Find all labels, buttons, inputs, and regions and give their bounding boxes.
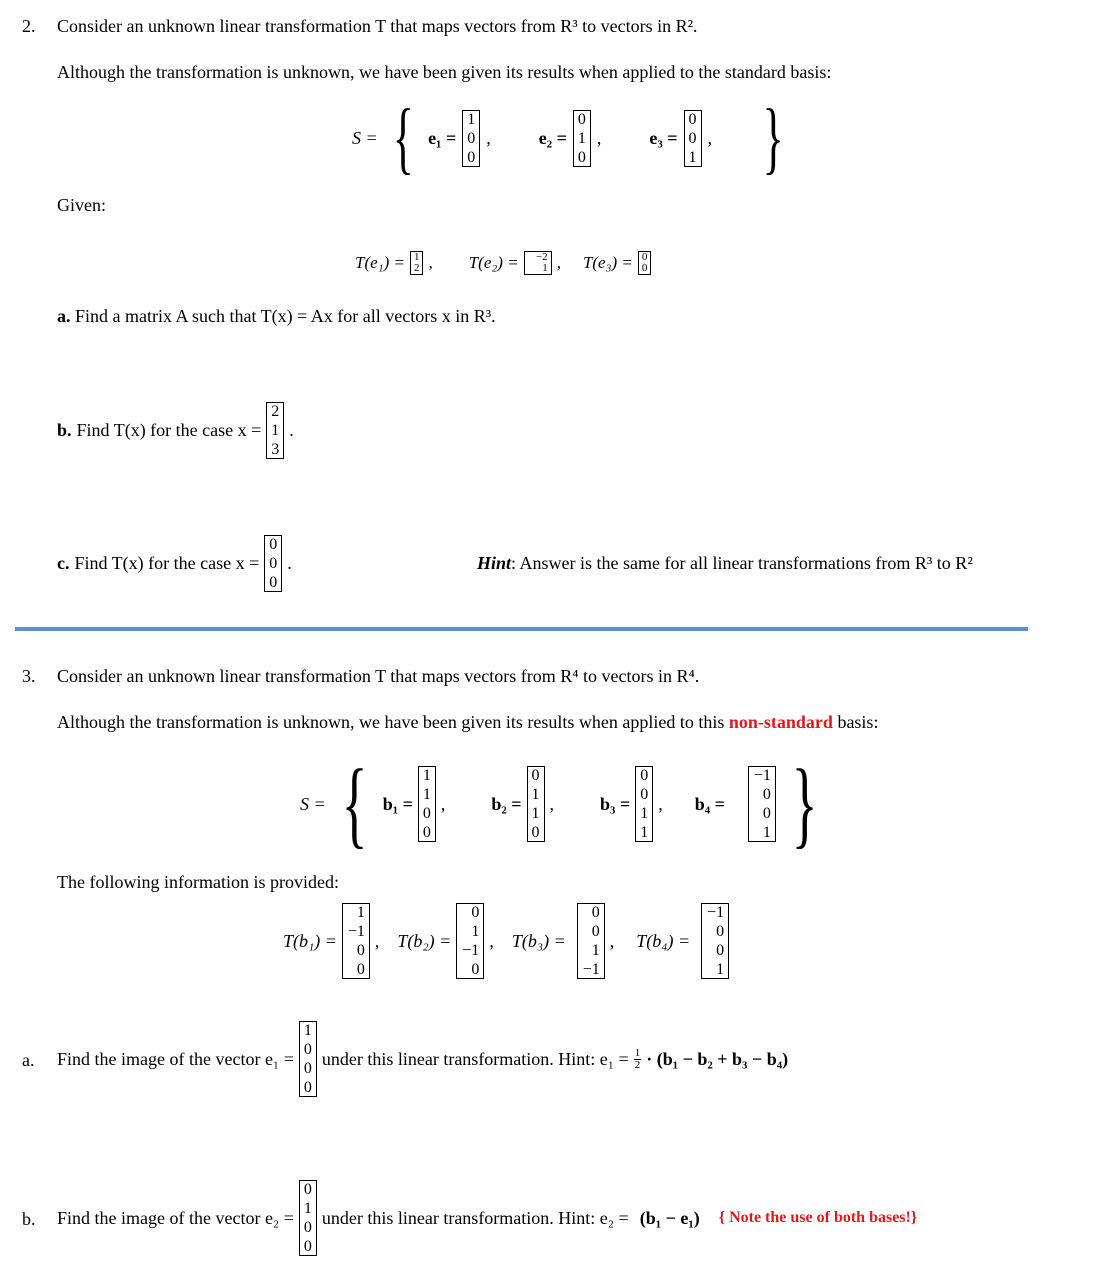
q2-part-c: c. Find T(x) for the case x = 0 0 0 . xyxy=(57,535,292,591)
q3-b1-label: b₁ = xyxy=(382,793,413,814)
q3-part-a xyxy=(57,1014,788,1104)
q2-images: T(e₁) = 1 2 , T(e₂) = −2 1 , T(e₃) = 0 0 xyxy=(355,243,651,283)
q2-part-b-text: Find T(x) for the case x = xyxy=(76,419,262,440)
q3-basis-set: S = { b₁ = 1 1 0 0 , b₂ = 0 1 1 0 , b₃ = 0 0 1 1 , b₄ = −1 0 0 1 } xyxy=(300,750,818,858)
q2-te3-label: T(e₃) = xyxy=(582,253,633,272)
q2-part-c-label: c. xyxy=(57,552,70,573)
q3-part-a-after: under this linear transformation. Hint: e₁ = xyxy=(321,1048,629,1069)
q2-e2-label: e₂ = xyxy=(538,127,567,148)
q3-tb3-label: T(b₃) = xyxy=(511,930,566,951)
q2-s-label: S = xyxy=(352,127,378,148)
q2-te1-label: T(e₁) = xyxy=(355,253,405,272)
q3-part-a-hint-expr: · (b₁ − b₂ + b₃ − b₄) xyxy=(646,1048,789,1069)
q3-b3-vector: 0 0 1 1 xyxy=(635,766,653,842)
q3-part-b-hint-expr: (b₁ − e₁) xyxy=(639,1207,700,1228)
q2-hint-text: : Answer is the same for all linear transformations from R³ to R² xyxy=(511,553,973,573)
q2-te1-vector: 1 2 xyxy=(410,251,424,275)
section-divider xyxy=(15,627,1028,631)
q3-intro: Consider an unknown linear transformation T that maps vectors from R⁴ to vectors in R⁴. xyxy=(57,666,700,686)
non-standard-highlight: non-standard xyxy=(728,712,833,732)
right-brace-icon: } xyxy=(791,750,818,858)
q3-b2-vector: 0 1 1 0 xyxy=(527,766,545,842)
q2-part-c-hint xyxy=(477,553,973,574)
q3-part-b xyxy=(57,1173,917,1263)
q3-part-b-note: { Note the use of both bases!} xyxy=(718,1209,918,1226)
q3-part-b-after: under this linear transformation. Hint: e₂ = xyxy=(321,1207,629,1228)
q3-part-a-text: Find the image of the vector e₁ = xyxy=(57,1048,294,1069)
q3-tb1-label: T(b₁) = xyxy=(283,930,337,951)
q2-e3-label: e₃ = xyxy=(649,127,678,148)
q2-part-c-vector: 0 0 0 xyxy=(264,535,282,592)
q3-tb4-label: T(b₄) = xyxy=(636,930,691,951)
q3-tb2-label: T(b₂) = xyxy=(397,930,452,951)
q3-part-b-number: b. xyxy=(22,1209,36,1229)
q3-tb3-vector: 0 0 1 −1 xyxy=(577,903,605,979)
q2-hint-label: Hint xyxy=(477,553,512,573)
q2-e1-label: e₁ = xyxy=(428,127,457,148)
q3-part-a-number: a. xyxy=(22,1050,35,1070)
q3-part-b-vector: 0 1 0 0 xyxy=(299,1180,317,1256)
q3-b3-label: b₃ = xyxy=(600,793,631,814)
q3-part-a-vector: 1 0 0 0 xyxy=(299,1021,317,1097)
q3-tb2-vector: 0 1 −1 0 xyxy=(456,903,484,979)
q2-part-a-label: a. xyxy=(57,306,71,326)
q3-tb4-vector: −1 0 0 1 xyxy=(701,903,729,979)
q2-part-b-label: b. xyxy=(57,419,72,440)
left-brace-icon: { xyxy=(341,750,368,858)
q3-b2-label: b₂ = xyxy=(491,793,522,814)
one-half-fraction: $\frac{1}{2}$ xyxy=(634,1046,641,1071)
q2-e1-vector: 1 0 0 xyxy=(462,110,480,167)
q2-part-c-text: Find T(x) for the case x = xyxy=(74,552,260,573)
q3-provided-label: The following information is provided: xyxy=(57,872,339,892)
q2-e2-vector: 0 1 0 xyxy=(573,110,591,167)
q3-s-label: S = xyxy=(300,793,326,814)
left-brace-icon: { xyxy=(392,94,414,182)
q2-part-b-vector: 2 1 3 xyxy=(266,402,284,459)
q2-part-a-text: Find a matrix A such that T(x) = Ax for all vectors x in R³. xyxy=(75,306,496,326)
q2-part-b: b. Find T(x) for the case x = 2 1 3 . xyxy=(57,402,294,458)
q2-part-a xyxy=(57,306,496,327)
q3-b4-vector: −1 0 0 1 xyxy=(748,766,776,842)
q2-te3-vector: 0 0 xyxy=(638,251,652,275)
q3-number: 3. xyxy=(22,666,36,686)
q2-e3-vector: 0 0 1 xyxy=(684,110,702,167)
q2-te2-label: T(e₂) = xyxy=(468,253,519,272)
q2-number: 2. xyxy=(22,16,36,36)
q2-given-label: Given: xyxy=(57,195,106,215)
q3-b4-label: b₄ = xyxy=(694,793,725,814)
q3-basis-note: Although the transformation is unknown, we have been given its results when applied to this non-standard basis: xyxy=(57,712,879,732)
q3-tb1-vector: 1 −1 0 0 xyxy=(342,903,370,979)
q3-b1-vector: 1 1 0 0 xyxy=(418,766,436,842)
q3-images: T(b₁) = 1 −1 0 0 , T(b₂) = 0 1 −1 0 , T(b₃) = 0 0 1 −1 , T(b₄) = −1 0 0 1 xyxy=(283,895,729,987)
q2-basis-note: Although the transformation is unknown, we have been given its results when applied to the standard basis: xyxy=(57,62,832,82)
q2-intro: Consider an unknown linear transformation T that maps vectors from R³ to vectors in R². xyxy=(57,16,698,36)
q2-basis-set: S = { e₁ = 1 0 0 , e₂ = 0 1 0 , e₃ = 0 0 1 , } xyxy=(352,94,784,182)
q3-part-b-text: Find the image of the vector e₂ = xyxy=(57,1207,294,1228)
q2-te2-vector: −2 1 xyxy=(524,251,552,275)
right-brace-icon: } xyxy=(762,94,784,182)
